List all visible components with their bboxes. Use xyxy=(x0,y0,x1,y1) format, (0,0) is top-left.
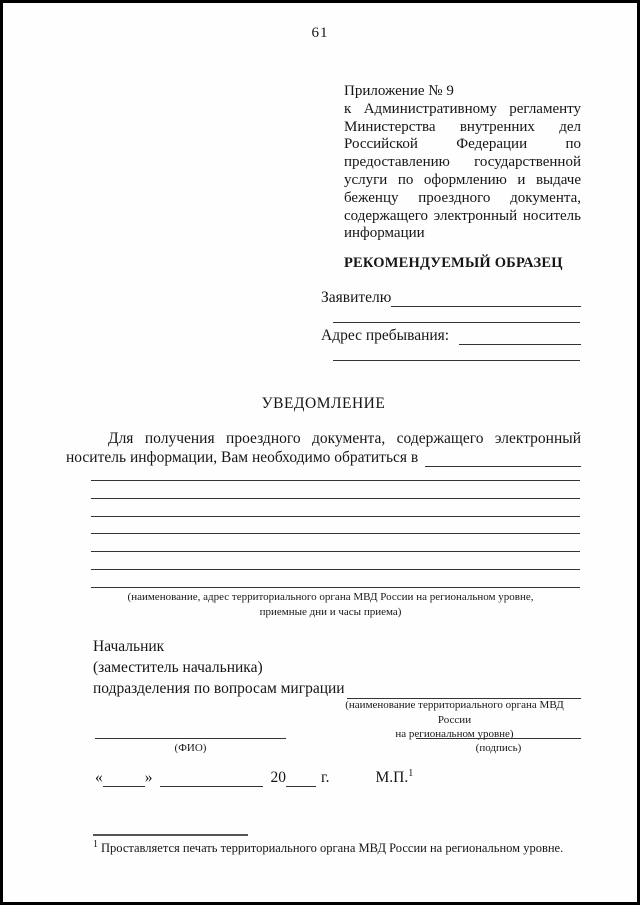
org-name-caption xyxy=(328,698,581,742)
ruled-line xyxy=(91,569,580,570)
ruled-line xyxy=(91,516,580,517)
seal-footnote-ref: 1 xyxy=(408,767,414,779)
ruled-lines-caption-line-1: (наименование, адрес территориального органа МВД России на региональном уровне, xyxy=(127,591,534,603)
close-quote: » xyxy=(144,769,153,786)
footnote-ref: 1 xyxy=(93,838,98,850)
applicant-blank-line-2 xyxy=(333,322,580,323)
open-quote: « xyxy=(95,769,103,786)
month-blank xyxy=(160,772,263,787)
chief-title-block xyxy=(93,637,581,699)
seal-label-text: М.П. xyxy=(375,769,409,786)
year-prefix: 20 xyxy=(270,769,286,786)
notice-paragraph-line-2 xyxy=(66,449,581,468)
fio-caption: (ФИО) xyxy=(174,742,207,754)
org-name-caption-line-2: на региональном уровне) xyxy=(395,728,514,740)
ruled-line xyxy=(91,551,580,552)
appendix-line: информации xyxy=(344,225,425,242)
appendix-line: к Административному регламенту xyxy=(344,100,581,117)
notice-paragraph-line-1: Для получения проездного документа, содержащего электронный xyxy=(108,430,581,447)
chief-title-line-2: (заместитель начальника) xyxy=(93,658,263,676)
seal-label xyxy=(375,769,413,787)
footnote xyxy=(93,838,581,856)
day-blank xyxy=(103,772,145,787)
address-blank-line-2 xyxy=(333,360,580,361)
chief-title-line-3-text: подразделения по вопросам миграции xyxy=(93,679,345,697)
address-field-label: Адрес пребывания: xyxy=(321,327,450,344)
page-number: 61 xyxy=(311,25,329,41)
notice-paragraph-line-2-text: носитель информации, Вам необходимо обратиться в xyxy=(66,448,419,466)
signature-caption: (подпись) xyxy=(475,742,522,754)
ruled-line xyxy=(91,498,580,499)
chief-title-line-1: Начальник xyxy=(93,638,165,655)
appendix-line: предоставлению государственной xyxy=(344,154,581,171)
year-suffix: г. xyxy=(321,769,330,786)
applicant-field-label: Заявителю xyxy=(321,289,392,306)
ruled-line xyxy=(91,587,580,588)
appendix-line: Приложение № 9 xyxy=(344,83,454,99)
ruled-lines-caption-line-2: приемные дни и часы приема) xyxy=(259,605,402,618)
year-blank xyxy=(286,772,316,787)
chief-title-line-3 xyxy=(93,679,581,700)
footnote-separator xyxy=(93,834,248,836)
recommended-sample-label: РЕКОМЕНДУЕМЫЙ ОБРАЗЕЦ xyxy=(344,255,563,271)
notice-paragraph xyxy=(66,430,581,467)
notice-title: УВЕДОМЛЕНИЕ xyxy=(261,395,386,412)
applicant-field xyxy=(321,289,581,307)
org-name-caption-line-1: (наименование территориального органа МВД России xyxy=(345,699,564,726)
applicant-blank-line xyxy=(391,292,581,307)
ruled-line xyxy=(91,480,580,481)
authority-blank-line xyxy=(425,452,581,467)
fio-blank-line xyxy=(95,738,286,739)
footnote-text: Проставляется печать территориального органа МВД России на региональном уровне. xyxy=(101,841,564,855)
date-line xyxy=(95,769,413,787)
address-field xyxy=(321,327,581,345)
appendix-header xyxy=(344,83,581,243)
appendix-line: Российской Федерации по xyxy=(344,136,581,153)
appendix-line: содержащего электронный носитель xyxy=(344,207,581,224)
ruled-line xyxy=(91,533,580,534)
ruled-lines-caption xyxy=(73,590,588,619)
appendix-line: услуги по оформлению и выдаче xyxy=(344,171,581,188)
appendix-line: беженцу проездного документа, xyxy=(344,189,581,206)
appendix-line: Министерства внутренних дел xyxy=(344,118,581,135)
signature-blank-line xyxy=(416,738,581,739)
address-blank-line xyxy=(459,330,581,345)
